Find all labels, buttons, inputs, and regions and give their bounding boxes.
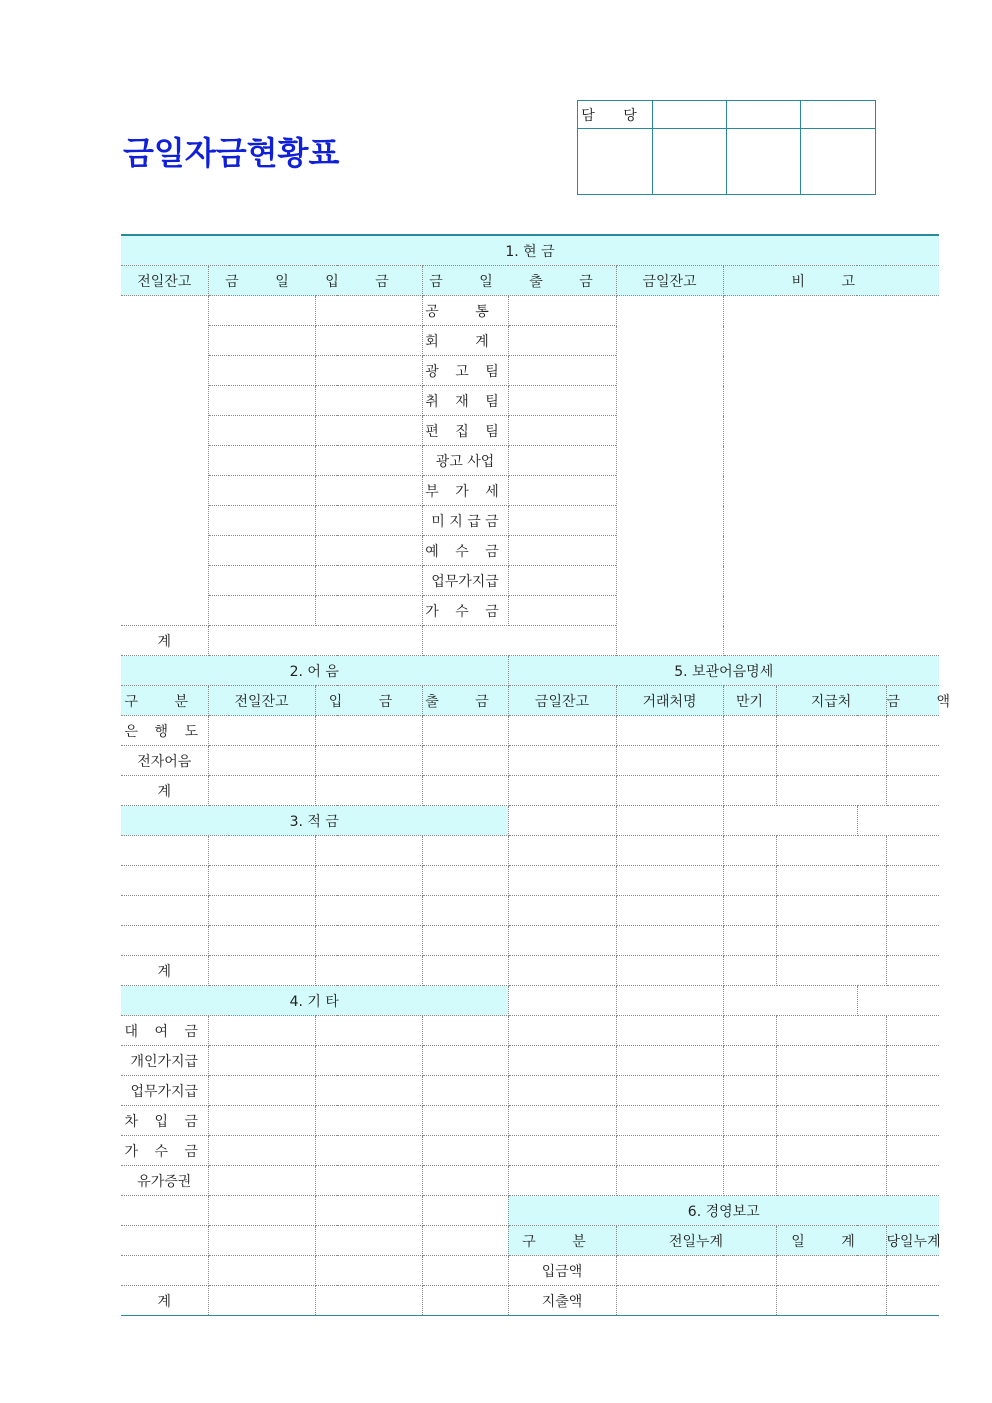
cell[interactable] [776, 1076, 886, 1106]
cell[interactable] [616, 1046, 723, 1076]
cell[interactable] [422, 1286, 508, 1316]
cell[interactable] [315, 1226, 422, 1256]
signature-cell[interactable] [801, 129, 876, 195]
cell[interactable] [616, 1136, 723, 1166]
cash-out-total-cell[interactable] [422, 626, 616, 656]
cell[interactable] [208, 1076, 315, 1106]
cell[interactable] [776, 1286, 886, 1316]
cell[interactable] [616, 926, 723, 956]
cell[interactable] [121, 926, 208, 956]
other-row-label: 업무가지급 [121, 1076, 208, 1106]
cell[interactable] [616, 1256, 776, 1286]
cell[interactable] [723, 956, 776, 986]
approval-head-cell [801, 101, 876, 129]
approval-box [577, 100, 876, 195]
cell[interactable] [315, 746, 422, 776]
cell[interactable] [315, 716, 422, 746]
cell[interactable] [776, 776, 886, 806]
cell[interactable] [723, 1046, 776, 1076]
cell[interactable] [508, 926, 616, 956]
cell[interactable] [508, 1076, 616, 1106]
cash-prev-balance-cell[interactable] [121, 296, 208, 626]
cash-out-cell[interactable] [508, 386, 616, 416]
cell[interactable] [723, 1166, 776, 1196]
cell[interactable] [121, 1226, 208, 1256]
cash-out-label: 업무가지급 [422, 566, 508, 596]
cash-in-cell[interactable] [208, 536, 315, 566]
cash-out-label: 광고 사업 [422, 446, 508, 476]
cell[interactable] [886, 1166, 939, 1196]
cell[interactable] [422, 956, 508, 986]
cash-in-cell[interactable] [208, 356, 315, 386]
cell[interactable] [208, 1046, 315, 1076]
cell[interactable] [886, 1106, 939, 1136]
cash-in-cell[interactable] [315, 296, 422, 326]
cell[interactable] [121, 836, 208, 866]
cell[interactable] [776, 836, 886, 866]
cell[interactable] [422, 1046, 508, 1076]
cell[interactable] [776, 926, 886, 956]
other-row-label: 유가증권 [121, 1166, 208, 1196]
approval-label: 담 당 [578, 101, 653, 129]
cell[interactable] [315, 866, 422, 896]
mgmt-header-category: 구 분 [508, 1226, 616, 1256]
cell[interactable] [508, 1046, 616, 1076]
cash-header-prev-balance: 전일잔고 [121, 266, 208, 296]
cell[interactable] [315, 836, 422, 866]
cell[interactable] [121, 866, 208, 896]
notes-header-prev-balance: 전일잔고 [208, 686, 315, 716]
cell[interactable] [616, 746, 723, 776]
cash-out-label: 편 집 팀 [422, 416, 508, 446]
cell[interactable] [886, 926, 939, 956]
cell[interactable] [422, 836, 508, 866]
cell[interactable] [508, 1106, 616, 1136]
cash-in-cell[interactable] [208, 446, 315, 476]
cell[interactable] [315, 896, 422, 926]
notes-header-today-balance: 금일잔고 [508, 686, 616, 716]
cash-out-label: 회 계 [422, 326, 508, 356]
cell[interactable] [723, 866, 776, 896]
cell[interactable] [857, 806, 939, 836]
cell[interactable] [776, 1136, 886, 1166]
cash-out-cell[interactable] [508, 536, 616, 566]
cell[interactable] [315, 1166, 422, 1196]
cell[interactable] [886, 896, 939, 926]
cash-header-remarks: 비 고 [723, 266, 939, 296]
cell[interactable] [723, 1136, 776, 1166]
cell[interactable] [422, 1166, 508, 1196]
cell[interactable] [508, 986, 616, 1016]
cash-in-cell[interactable] [208, 386, 315, 416]
notes-header-out: 출 금 [422, 686, 508, 716]
notes-row-label: 전자어음 [121, 746, 208, 776]
cash-out-cell[interactable] [508, 356, 616, 386]
cell[interactable] [422, 1106, 508, 1136]
cell[interactable] [208, 956, 315, 986]
cell[interactable] [508, 1136, 616, 1166]
cell[interactable] [776, 1166, 886, 1196]
other-row-label: 개인가지급 [121, 1046, 208, 1076]
fund-status-table [121, 234, 966, 1316]
cell[interactable] [422, 1016, 508, 1046]
cash-out-cell[interactable] [508, 506, 616, 536]
notes-section-header: 2. 어 음 [121, 656, 508, 686]
cash-out-label: 미 지 급 금 [422, 506, 508, 536]
cash-out-cell[interactable] [508, 296, 616, 326]
cash-out-label: 가 수 금 [422, 596, 508, 626]
cell[interactable] [886, 866, 939, 896]
cell[interactable] [776, 1106, 886, 1136]
cell[interactable] [616, 836, 723, 866]
cell[interactable] [857, 986, 939, 1016]
signature-cell[interactable] [727, 129, 801, 195]
cell[interactable] [208, 896, 315, 926]
cell[interactable] [422, 1076, 508, 1106]
cell[interactable] [208, 1286, 315, 1316]
savings-total-label: 계 [121, 956, 208, 986]
cell[interactable] [886, 716, 939, 746]
cell[interactable] [315, 1016, 422, 1046]
cash-in-cell[interactable] [315, 356, 422, 386]
cash-out-cell[interactable] [508, 596, 616, 626]
stored-header-amount: 금 액 [886, 686, 939, 716]
other-total-label: 계 [121, 1286, 208, 1316]
cell[interactable] [208, 716, 315, 746]
cell[interactable] [508, 1166, 616, 1196]
other-section-header: 4. 기 타 [121, 986, 508, 1016]
cell[interactable] [508, 776, 616, 806]
cell[interactable] [886, 1136, 939, 1166]
cash-out-cell[interactable] [508, 326, 616, 356]
cell[interactable] [422, 1136, 508, 1166]
cell[interactable] [723, 896, 776, 926]
cell[interactable] [776, 1256, 886, 1286]
cell[interactable] [315, 1076, 422, 1106]
cash-header-today-balance: 금일잔고 [616, 266, 723, 296]
cell[interactable] [208, 776, 315, 806]
cell[interactable] [723, 746, 776, 776]
cell[interactable] [208, 1196, 315, 1226]
cell[interactable] [776, 896, 886, 926]
cash-in-cell[interactable] [208, 596, 315, 626]
stored-header-payee: 지급처 [776, 686, 886, 716]
mgmt-header-today-total: 당일누계 [886, 1226, 939, 1256]
cell[interactable] [886, 1016, 939, 1046]
mgmt-row-label: 입금액 [508, 1256, 616, 1286]
cash-out-cell[interactable] [508, 476, 616, 506]
cash-today-balance-cell[interactable] [616, 296, 723, 656]
cell[interactable] [315, 1256, 422, 1286]
cell[interactable] [508, 1016, 616, 1046]
cell[interactable] [422, 776, 508, 806]
cell[interactable] [315, 1106, 422, 1136]
cell[interactable] [616, 866, 723, 896]
notes-header-category: 구 분 [121, 686, 208, 716]
cell[interactable] [776, 1046, 886, 1076]
cell[interactable] [422, 746, 508, 776]
cash-in-total-cell[interactable] [208, 626, 422, 656]
cell[interactable] [616, 986, 723, 1016]
cash-remarks-cell[interactable] [723, 296, 939, 656]
cell[interactable] [886, 1076, 939, 1106]
stored-header-client: 거래처명 [616, 686, 723, 716]
cell[interactable] [208, 1226, 315, 1256]
cash-header-today-in: 금 일 입 금 [208, 266, 422, 296]
cell[interactable] [121, 896, 208, 926]
cell[interactable] [616, 1286, 776, 1316]
cell[interactable] [315, 1046, 422, 1076]
cash-out-cell[interactable] [508, 566, 616, 596]
other-row-label: 차 입 금 [121, 1106, 208, 1136]
mgmt-header-daily: 일 계 [776, 1226, 886, 1256]
cell[interactable] [886, 956, 939, 986]
cell[interactable] [616, 776, 723, 806]
cash-section-header: 1. 현 금 [121, 235, 939, 266]
cell[interactable] [776, 866, 886, 896]
cell[interactable] [723, 986, 857, 1016]
mgmt-row-label: 지출액 [508, 1286, 616, 1316]
cell[interactable] [208, 926, 315, 956]
cell[interactable] [508, 746, 616, 776]
cash-out-cell[interactable] [508, 416, 616, 446]
cash-in-cell[interactable] [208, 566, 315, 596]
cell[interactable] [616, 1106, 723, 1136]
cash-in-cell[interactable] [315, 446, 422, 476]
signature-cell[interactable] [578, 129, 653, 195]
cash-out-label: 부 가 세 [422, 476, 508, 506]
cell[interactable] [616, 1016, 723, 1046]
cell[interactable] [886, 1046, 939, 1076]
cell[interactable] [723, 776, 776, 806]
cell[interactable] [422, 1196, 508, 1226]
cash-out-label: 취 재 팀 [422, 386, 508, 416]
cell[interactable] [776, 1016, 886, 1046]
cell[interactable] [616, 806, 723, 836]
cash-in-cell[interactable] [208, 416, 315, 446]
cash-in-cell[interactable] [315, 476, 422, 506]
cell[interactable] [315, 776, 422, 806]
cell[interactable] [315, 1136, 422, 1166]
mgmt-section-header: 6. 경영보고 [508, 1196, 939, 1226]
cell[interactable] [886, 776, 939, 806]
cell[interactable] [208, 1106, 315, 1136]
cell[interactable] [208, 746, 315, 776]
cash-in-cell[interactable] [208, 326, 315, 356]
cash-out-label: 광 고 팀 [422, 356, 508, 386]
cell[interactable] [422, 716, 508, 746]
cell[interactable] [422, 1256, 508, 1286]
cell[interactable] [616, 896, 723, 926]
cell[interactable] [616, 1166, 723, 1196]
cash-in-cell[interactable] [315, 326, 422, 356]
cash-in-cell[interactable] [315, 416, 422, 446]
cell[interactable] [723, 806, 857, 836]
cell[interactable] [508, 806, 616, 836]
mgmt-header-prev-total: 전일누계 [616, 1226, 776, 1256]
cell[interactable] [315, 1286, 422, 1316]
cell[interactable] [886, 1286, 939, 1316]
savings-section-header: 3. 적 금 [121, 806, 508, 836]
notes-header-in: 입 금 [315, 686, 422, 716]
cash-in-cell[interactable] [315, 506, 422, 536]
cell[interactable] [508, 716, 616, 746]
cell[interactable] [508, 956, 616, 986]
cell[interactable] [315, 956, 422, 986]
notes-row-label: 은 행 도 [121, 716, 208, 746]
cash-in-cell[interactable] [315, 386, 422, 416]
cell[interactable] [616, 716, 723, 746]
cell[interactable] [208, 1256, 315, 1286]
cell[interactable] [208, 836, 315, 866]
stored-header-due: 만기 [723, 686, 776, 716]
cash-total-label: 계 [121, 626, 208, 656]
cash-out-label: 예 수 금 [422, 536, 508, 566]
cash-in-cell[interactable] [208, 296, 315, 326]
cash-in-cell[interactable] [208, 506, 315, 536]
cell[interactable] [208, 1166, 315, 1196]
cell[interactable] [315, 1196, 422, 1226]
cell[interactable] [723, 1106, 776, 1136]
stored-notes-section-header: 5. 보관어음명세 [508, 656, 939, 686]
cell[interactable] [508, 836, 616, 866]
cell[interactable] [422, 926, 508, 956]
cell[interactable] [723, 1076, 776, 1106]
cash-in-cell[interactable] [315, 596, 422, 626]
cell[interactable] [723, 836, 776, 866]
cell[interactable] [776, 956, 886, 986]
cash-in-cell[interactable] [208, 476, 315, 506]
other-row-label: 대 여 금 [121, 1016, 208, 1046]
page-title: 금일자금현황표 [123, 134, 340, 172]
cell[interactable] [121, 1196, 208, 1226]
cell[interactable] [616, 1076, 723, 1106]
cell[interactable] [508, 866, 616, 896]
cash-out-label: 공 통 [422, 296, 508, 326]
cell[interactable] [886, 836, 939, 866]
cell[interactable] [208, 866, 315, 896]
cash-in-cell[interactable] [315, 536, 422, 566]
cash-in-cell[interactable] [315, 566, 422, 596]
cell[interactable] [886, 746, 939, 776]
cell[interactable] [723, 926, 776, 956]
cell[interactable] [723, 716, 776, 746]
cell[interactable] [776, 716, 886, 746]
cell[interactable] [723, 1016, 776, 1046]
cell[interactable] [422, 896, 508, 926]
approval-head-cell [653, 101, 727, 129]
cell[interactable] [208, 1016, 315, 1046]
cash-out-cell[interactable] [508, 446, 616, 476]
other-row-label: 가 수 금 [121, 1136, 208, 1166]
cell[interactable] [616, 956, 723, 986]
cell[interactable] [208, 1136, 315, 1166]
cell[interactable] [422, 1226, 508, 1256]
signature-cell[interactable] [653, 129, 727, 195]
approval-head-cell [727, 101, 801, 129]
notes-total-label: 계 [121, 776, 208, 806]
cell[interactable] [422, 866, 508, 896]
cell[interactable] [315, 926, 422, 956]
cash-header-today-out: 금 일 출 금 [422, 266, 616, 296]
cell[interactable] [121, 1256, 208, 1286]
cell[interactable] [886, 1256, 939, 1286]
cell[interactable] [776, 746, 886, 776]
cell[interactable] [508, 896, 616, 926]
